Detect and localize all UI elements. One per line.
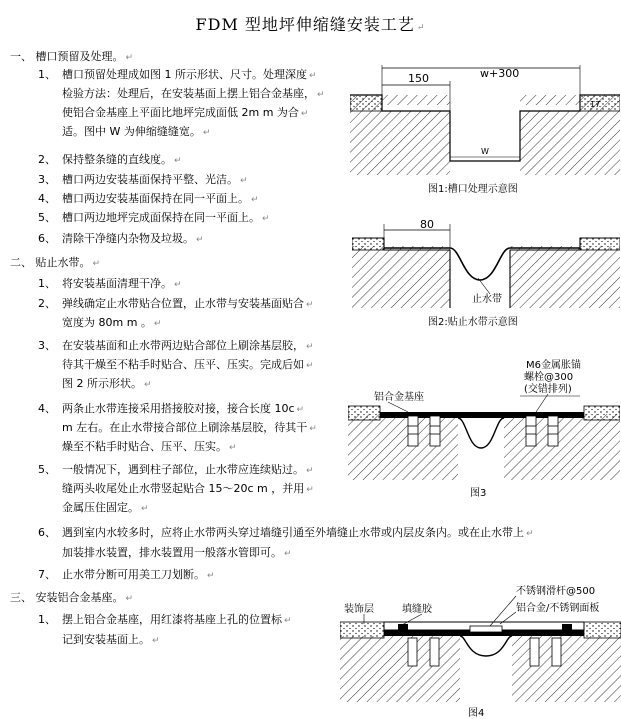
fig3-label-bolt-2: 螺栓@300: [524, 372, 574, 383]
item-text-line: 遇到室内水较多时，应将止水带两头穿过墙缝引通至外墙缝止水带或内层皮条内。或在止水带上 ↵: [62, 526, 534, 539]
item-number: 3、: [38, 339, 56, 352]
item-text-line: 槽口两边安装基面保持平整、光洁。 ↵: [62, 173, 248, 186]
item-text-line: 槽口两边安装基面保持在同一平面上。 ↵: [62, 192, 259, 205]
fig4-left-finish: [340, 622, 384, 638]
fig4-strip: [460, 636, 512, 656]
fig1-dim-total: w+300: [480, 67, 520, 80]
fig4-right-base: [512, 636, 621, 702]
item-number: 1、: [38, 613, 56, 626]
item-text-line: 保持整条缝的直线度。 ↵: [62, 153, 182, 166]
fig1-left-finish: [350, 95, 382, 111]
figure-4-caption: 图4: [468, 708, 485, 719]
fig4-label-plate: 铝合金/不锈钢面板: [516, 603, 600, 614]
fig1-dim-depth: 17: [590, 100, 601, 109]
fig4-left-base: [340, 636, 460, 702]
fig1-gap: [450, 111, 520, 175]
item-text-line: 检验方法：处理后，在安装基面上摆上铝合金基座， ↵: [62, 87, 325, 100]
item-text-line: 图 2 所示形状。 ↵: [62, 377, 152, 390]
item-text-line: 清除干净缝内杂物及垃圾。 ↵: [62, 232, 204, 245]
item-text-line: 一般情况下，遇到柱子部位，止水带应连续贴过。 ↵: [62, 463, 314, 476]
fig3-right-base: [504, 414, 620, 480]
fig1-right-recess: [520, 105, 580, 111]
item-number: 5、: [38, 463, 56, 476]
item-text-line: 使铝合金基座上平面比地坪完成面低 2m m 为合 ↵: [62, 106, 309, 119]
item-number: 1、: [38, 277, 56, 290]
item-text-line: 槽口两边地坪完成面保持在同一平面上。 ↵: [62, 211, 270, 224]
item-text-line: 弹线确定止水带贴合位置，止水带与安装基面贴合 ↵: [62, 297, 314, 310]
item-number: 1、: [38, 68, 56, 81]
section-heading: 二、 贴止水带。 ↵: [10, 256, 101, 269]
item-text-line: 将安装基面清理干净。 ↵: [62, 277, 182, 290]
fig3-left-base: [348, 414, 458, 480]
item-number: 6、: [38, 232, 56, 245]
fig2-left-finish: [352, 238, 384, 250]
fig2-dim-left: 80: [420, 218, 434, 231]
fig4-bolts: [408, 638, 561, 666]
fig3-label-bolt-1: M6金属胀锚: [526, 360, 581, 371]
item-text-line: 待其干燥至不粘手时贴合、压平、压实。完成后如 ↵: [62, 358, 314, 371]
item-number: 4、: [38, 402, 56, 415]
item-number: 4、: [38, 192, 56, 205]
figure-1-caption: 图1:槽口处理示意图: [428, 184, 518, 195]
fig2-right-finish: [580, 238, 620, 250]
fig1-dim-left: 150: [408, 72, 429, 85]
item-text-line: 缝两头收尾处止水带竖起贴合 15～20c m ，并用 ↵: [62, 482, 314, 495]
item-text-line: 摆上铝合金基座，用红漆将基座上孔的位置标 ↵: [62, 613, 292, 626]
fig4-slide-rod: [470, 626, 502, 632]
item-text-line: 宽度为 80m m 。 ↵: [62, 316, 162, 329]
section-heading: 一、 槽口预留及处理。 ↵: [10, 50, 134, 63]
page-title: FDM 型地坪伸缩缝安装工艺 ↵: [195, 15, 426, 34]
section-heading: 三、 安装铝合金基座。 ↵: [10, 591, 134, 604]
fig1-left-recess: [382, 105, 450, 111]
fig4-label-glue: 填缝胶: [402, 604, 432, 615]
fig3-strip: [458, 418, 504, 448]
figure-4: [340, 580, 621, 704]
fig4-label-rod: 不锈钢滑杆@500: [516, 586, 596, 597]
item-text-line: 记到安装基面上。 ↵: [62, 633, 160, 646]
figure-1: [350, 63, 620, 183]
figure-3: [348, 356, 620, 482]
item-number: 2、: [38, 153, 56, 166]
item-text-line: 金属压住固定。 ↵: [62, 501, 149, 514]
item-number: 2、: [38, 297, 56, 310]
item-text-line: 加装排水装置，排水装置用一般落水管即可。 ↵: [62, 546, 292, 559]
item-number: 7、: [38, 568, 56, 581]
figure-2: [352, 218, 620, 310]
fig4-label-finish: 装饰层: [344, 604, 374, 615]
item-text-line: 在安装基面和止水带两边贴合部位上刷涂基层胶， ↵: [62, 339, 314, 352]
item-text-line: 燥至不粘手时贴合、压平、压实。 ↵: [62, 440, 237, 453]
item-text-line: 两条止水带连接采用搭接胶对接，接合长度 10c ↵: [62, 402, 305, 415]
figure-3-caption: 图3: [470, 488, 487, 499]
fig3-right-finish: [584, 406, 620, 420]
item-text-line: m 左右。在止水带接合部位上刷涂基层胶，待其干 ↵: [62, 421, 317, 434]
fig3-bolts: [408, 416, 558, 446]
fig2-label-strip: 止水带: [472, 294, 502, 305]
fig2-right-base: [510, 246, 620, 308]
item-text-line: 适。图中 W 为伸缩缝缝宽。 ↵: [62, 125, 211, 138]
item-text-line: 止水带分断可用美工刀划断。 ↵: [62, 568, 215, 581]
fig3-label-bolt-3: (交错排列): [524, 384, 572, 395]
item-number: 5、: [38, 211, 56, 224]
item-text-line: 槽口预留处理成如图 1 所示形状、尺寸。处理深度 ↵: [62, 68, 317, 81]
fig3-label-base: 铝合金基座: [374, 392, 424, 403]
figure-2-caption: 图2:贴止水带示意图: [428, 317, 518, 328]
fig1-dim-gap: W: [481, 147, 489, 156]
fig4-right-finish: [584, 622, 621, 638]
fig3-left-finish: [348, 406, 380, 420]
item-number: 6、: [38, 526, 56, 539]
item-number: 3、: [38, 173, 56, 186]
fig2-left-base: [352, 246, 450, 308]
